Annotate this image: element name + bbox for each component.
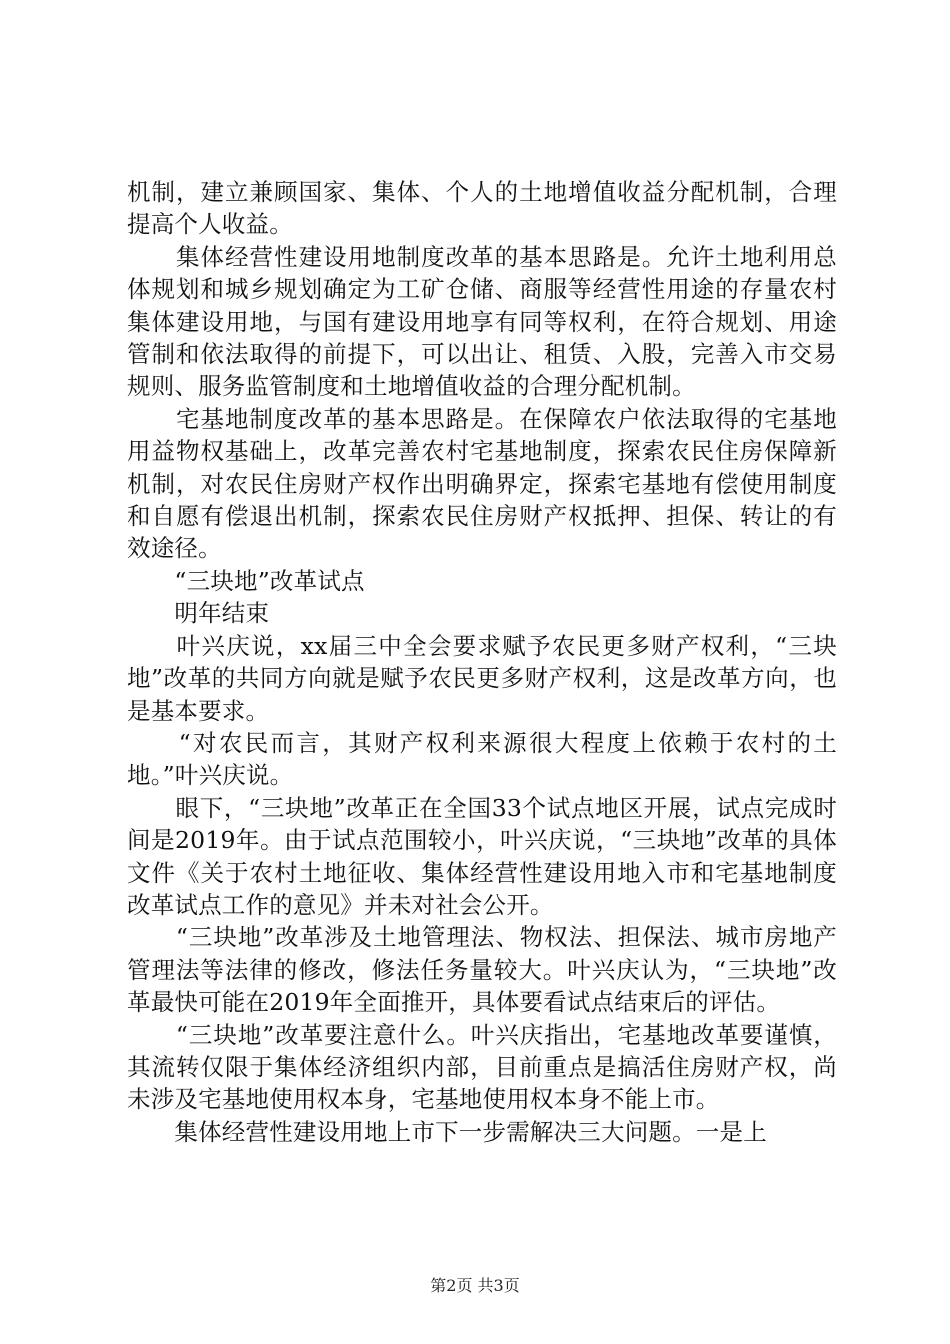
page-number-footer: 第2页 共3页 [430,1276,520,1295]
paragraph-homestead-reform: 宅基地制度改革的基本思路是。在保障农户依法取得的宅基地用益物权基础上，改革完善农村宅基地制度，探索农民住房保障新机制，对农民住房财产权作出明确界定，探索宅基地有偿使用制度和自愿有偿退出机制，探索农民住房财产权抵押、担保、转让的有效途径。 [127,404,837,563]
paragraph-cautions: “三块地”改革要注意什么。叶兴庆指出，宅基地改革要谨慎，其流转仅限于集体经济组织内部，目前重点是搞活住房财产权，尚未涉及宅基地使用权本身，宅基地使用权本身不能上市。 [127,1020,837,1114]
paragraph-continuation: 机制，建立兼顾国家、集体、个人的土地增值收益分配机制，合理提高个人收益。 [127,178,837,239]
paragraph-three-problems: 集体经营性建设用地上市下一步需解决三大问题。一是上 [127,1117,767,1146]
paragraph-law-revision: “三块地”改革涉及土地管理法、物权法、担保法、城市房地产管理法等法律的修改，修法任务量较大。叶兴庆认为，“三块地”改革最快可能在2019年全面推开，具体要看试点结束后的评估。 [127,923,837,1017]
subheading-end-next-year: 明年结束 [127,599,270,628]
paragraph-ye-xingqing-said: 叶兴庆说，xx届三中全会要求赋予农民更多财产权利，“三块地”改革的共同方向就是赋予农民更多财产权利，这是改革方向，也是基本要求。 [127,631,837,725]
paragraph-quote-farmers: “对农民而言，其财产权利来源很大程度上依赖于农村的土地。”叶兴庆说。 [127,728,837,790]
paragraph-pilot-areas: 眼下，“三块地”改革正在全国33个试点地区开展，试点完成时间是2019年。由于试点范围较小，叶兴庆说，“三块地”改革的具体文件《关于农村土地征收、集体经营性建设用地入市和宅基地制度改革试点工作的意见》并未对社会公开。 [127,793,837,919]
paragraph-collective-land-reform: 集体经营性建设用地制度改革的基本思路是。允许土地利用总体规划和城乡规划确定为工矿仓储、商服等经营性用途的存量农村集体建设用地，与国有建设用地享有同等权利，在符合规划、用途管制和依法取得的前提下，可以出让、租赁、入股，完善入市交易规则、服务监管制度和土地增值收益的合理分配机制。 [127,242,837,401]
document-body [127,176,837,1148]
subheading-pilot: “三块地”改革试点 [127,566,365,595]
